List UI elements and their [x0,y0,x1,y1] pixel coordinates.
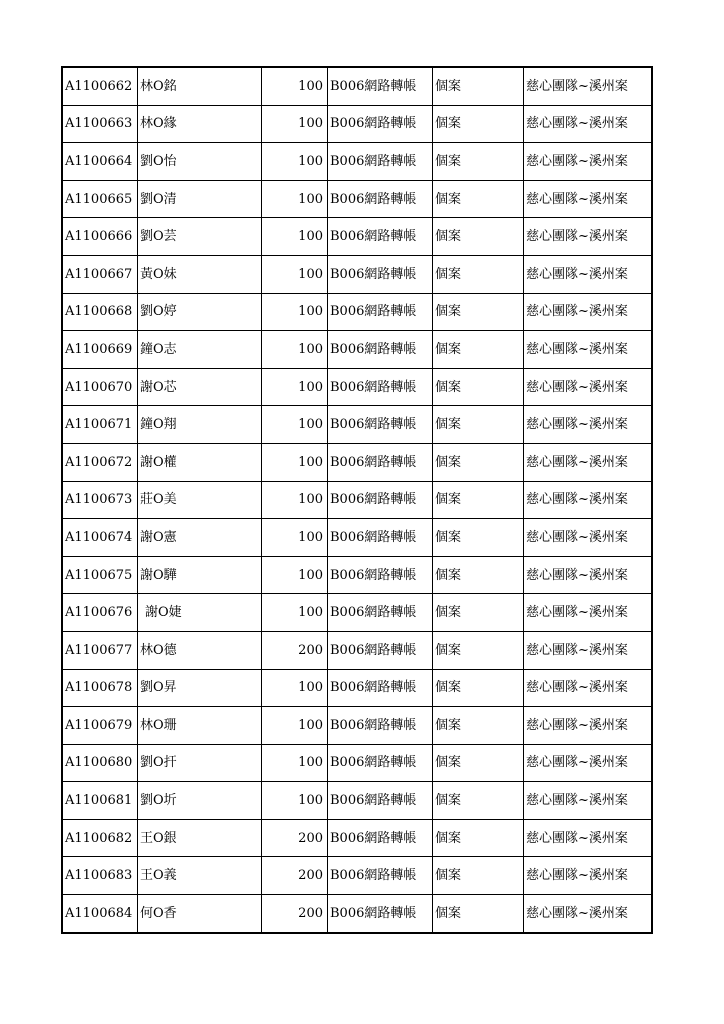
donation-type-cell: 個案 [433,744,524,782]
receipt-id-cell: A1100670 [62,368,138,406]
purpose-cell: 慈心團隊~溪州案 [524,519,653,557]
payment-method-cell: B006網路轉帳 [328,180,433,218]
payment-method-cell: B006網路轉帳 [328,631,433,669]
table-row [62,819,652,857]
donation-type-cell: 個案 [433,481,524,519]
donor-name-cell: 劉O怡 [138,143,262,181]
amount-cell: 100 [262,368,328,406]
purpose-cell: 慈心團隊~溪州案 [524,744,653,782]
table-row [62,556,652,594]
receipt-id-cell: A1100665 [62,180,138,218]
purpose-cell: 慈心團隊~溪州案 [524,255,653,293]
table-row [62,255,652,293]
receipt-id-cell: A1100664 [62,143,138,181]
purpose-cell: 慈心團隊~溪州案 [524,707,653,745]
donor-name-cell: 林O德 [138,631,262,669]
purpose-cell: 慈心團隊~溪州案 [524,857,653,895]
table-row [62,669,652,707]
purpose-cell: 慈心團隊~溪州案 [524,143,653,181]
table-row [62,293,652,331]
purpose-cell: 慈心團隊~溪州案 [524,218,653,256]
payment-method-cell: B006網路轉帳 [328,67,433,105]
donor-name-cell: 劉O婷 [138,293,262,331]
receipt-id-cell: A1100679 [62,707,138,745]
donation-type-cell: 個案 [433,443,524,481]
donor-name-cell: 劉O圻 [138,782,262,820]
receipt-id-cell: A1100673 [62,481,138,519]
amount-cell: 100 [262,218,328,256]
amount-cell: 100 [262,556,328,594]
receipt-id-cell: A1100680 [62,744,138,782]
purpose-cell: 慈心團隊~溪州案 [524,556,653,594]
table-row [62,218,652,256]
donor-name-cell: 林O銘 [138,67,262,105]
donor-name-cell: 劉O扞 [138,744,262,782]
ledger-body [62,67,652,933]
donor-name-cell: 劉O芸 [138,218,262,256]
receipt-id-cell: A1100684 [62,895,138,933]
donation-type-cell: 個案 [433,819,524,857]
payment-method-cell: B006網路轉帳 [328,105,433,143]
table-row [62,895,652,933]
donation-type-cell: 個案 [433,707,524,745]
amount-cell: 100 [262,669,328,707]
amount-cell: 100 [262,744,328,782]
donation-type-cell: 個案 [433,293,524,331]
payment-method-cell: B006網路轉帳 [328,744,433,782]
amount-cell: 200 [262,631,328,669]
receipt-id-cell: A1100675 [62,556,138,594]
table-row [62,331,652,369]
amount-cell: 100 [262,105,328,143]
donation-ledger-table [61,66,653,934]
table-row [62,368,652,406]
receipt-id-cell: A1100668 [62,293,138,331]
amount-cell: 200 [262,819,328,857]
table-row [62,143,652,181]
receipt-id-cell: A1100666 [62,218,138,256]
receipt-id-cell: A1100667 [62,255,138,293]
receipt-id-cell: A1100682 [62,819,138,857]
donor-name-cell: 莊O美 [138,481,262,519]
donation-type-cell: 個案 [433,556,524,594]
amount-cell: 100 [262,255,328,293]
amount-cell: 200 [262,857,328,895]
donor-name-cell: 何O香 [138,895,262,933]
amount-cell: 100 [262,180,328,218]
payment-method-cell: B006網路轉帳 [328,819,433,857]
donation-type-cell: 個案 [433,143,524,181]
receipt-id-cell: A1100672 [62,443,138,481]
donor-name-cell: 王O義 [138,857,262,895]
donation-type-cell: 個案 [433,406,524,444]
receipt-id-cell: A1100677 [62,631,138,669]
payment-method-cell: B006網路轉帳 [328,255,433,293]
donor-name-cell: 鐘O志 [138,331,262,369]
donation-type-cell: 個案 [433,331,524,369]
receipt-id-cell: A1100669 [62,331,138,369]
donor-name-cell: 王O銀 [138,819,262,857]
purpose-cell: 慈心團隊~溪州案 [524,67,653,105]
purpose-cell: 慈心團隊~溪州案 [524,406,653,444]
donor-name-cell: 謝O驊 [138,556,262,594]
purpose-cell: 慈心團隊~溪州案 [524,293,653,331]
table-row [62,519,652,557]
payment-method-cell: B006網路轉帳 [328,406,433,444]
purpose-cell: 慈心團隊~溪州案 [524,669,653,707]
purpose-cell: 慈心團隊~溪州案 [524,443,653,481]
donation-type-cell: 個案 [433,180,524,218]
table-row [62,631,652,669]
purpose-cell: 慈心團隊~溪州案 [524,481,653,519]
donation-type-cell: 個案 [433,218,524,256]
amount-cell: 100 [262,594,328,632]
amount-cell: 100 [262,67,328,105]
table-row [62,782,652,820]
amount-cell: 100 [262,406,328,444]
donor-name-cell: 林O珊 [138,707,262,745]
payment-method-cell: B006網路轉帳 [328,782,433,820]
payment-method-cell: B006網路轉帳 [328,293,433,331]
amount-cell: 100 [262,331,328,369]
donation-type-cell: 個案 [433,857,524,895]
purpose-cell: 慈心團隊~溪州案 [524,631,653,669]
receipt-id-cell: A1100663 [62,105,138,143]
receipt-id-cell: A1100681 [62,782,138,820]
payment-method-cell: B006網路轉帳 [328,669,433,707]
payment-method-cell: B006網路轉帳 [328,895,433,933]
receipt-id-cell: A1100678 [62,669,138,707]
donation-type-cell: 個案 [433,67,524,105]
donation-type-cell: 個案 [433,895,524,933]
payment-method-cell: B006網路轉帳 [328,556,433,594]
purpose-cell: 慈心團隊~溪州案 [524,368,653,406]
donor-name-cell: 謝O芯 [138,368,262,406]
table-row [62,180,652,218]
amount-cell: 100 [262,707,328,745]
table-row [62,707,652,745]
purpose-cell: 慈心團隊~溪州案 [524,105,653,143]
receipt-id-cell: A1100674 [62,519,138,557]
donation-type-cell: 個案 [433,519,524,557]
receipt-id-cell: A1100683 [62,857,138,895]
donor-name-cell: 劉O清 [138,180,262,218]
table-row [62,594,652,632]
donation-type-cell: 個案 [433,669,524,707]
purpose-cell: 慈心團隊~溪州案 [524,180,653,218]
table-row [62,481,652,519]
table-row [62,443,652,481]
donor-name-cell: 謝O婕 [138,594,262,632]
amount-cell: 200 [262,895,328,933]
receipt-id-cell: A1100662 [62,67,138,105]
amount-cell: 100 [262,782,328,820]
payment-method-cell: B006網路轉帳 [328,443,433,481]
purpose-cell: 慈心團隊~溪州案 [524,594,653,632]
donation-type-cell: 個案 [433,105,524,143]
amount-cell: 100 [262,293,328,331]
payment-method-cell: B006網路轉帳 [328,481,433,519]
payment-method-cell: B006網路轉帳 [328,331,433,369]
donor-name-cell: 黃O妹 [138,255,262,293]
amount-cell: 100 [262,443,328,481]
donor-name-cell: 劉O昇 [138,669,262,707]
donation-type-cell: 個案 [433,368,524,406]
table-row [62,406,652,444]
table-row [62,744,652,782]
payment-method-cell: B006網路轉帳 [328,519,433,557]
donor-name-cell: 林O緣 [138,105,262,143]
purpose-cell: 慈心團隊~溪州案 [524,331,653,369]
donor-name-cell: 謝O權 [138,443,262,481]
table-row [62,857,652,895]
payment-method-cell: B006網路轉帳 [328,368,433,406]
payment-method-cell: B006網路轉帳 [328,143,433,181]
amount-cell: 100 [262,519,328,557]
amount-cell: 100 [262,143,328,181]
donation-type-cell: 個案 [433,631,524,669]
purpose-cell: 慈心團隊~溪州案 [524,782,653,820]
table-row [62,67,652,105]
donor-name-cell: 鐘O翔 [138,406,262,444]
amount-cell: 100 [262,481,328,519]
purpose-cell: 慈心團隊~溪州案 [524,819,653,857]
donation-type-cell: 個案 [433,594,524,632]
donation-type-cell: 個案 [433,782,524,820]
table-row [62,105,652,143]
donation-type-cell: 個案 [433,255,524,293]
payment-method-cell: B006網路轉帳 [328,707,433,745]
purpose-cell: 慈心團隊~溪州案 [524,895,653,933]
donor-name-cell: 謝O憲 [138,519,262,557]
payment-method-cell: B006網路轉帳 [328,218,433,256]
payment-method-cell: B006網路轉帳 [328,594,433,632]
receipt-id-cell: A1100671 [62,406,138,444]
receipt-id-cell: A1100676 [62,594,138,632]
payment-method-cell: B006網路轉帳 [328,857,433,895]
